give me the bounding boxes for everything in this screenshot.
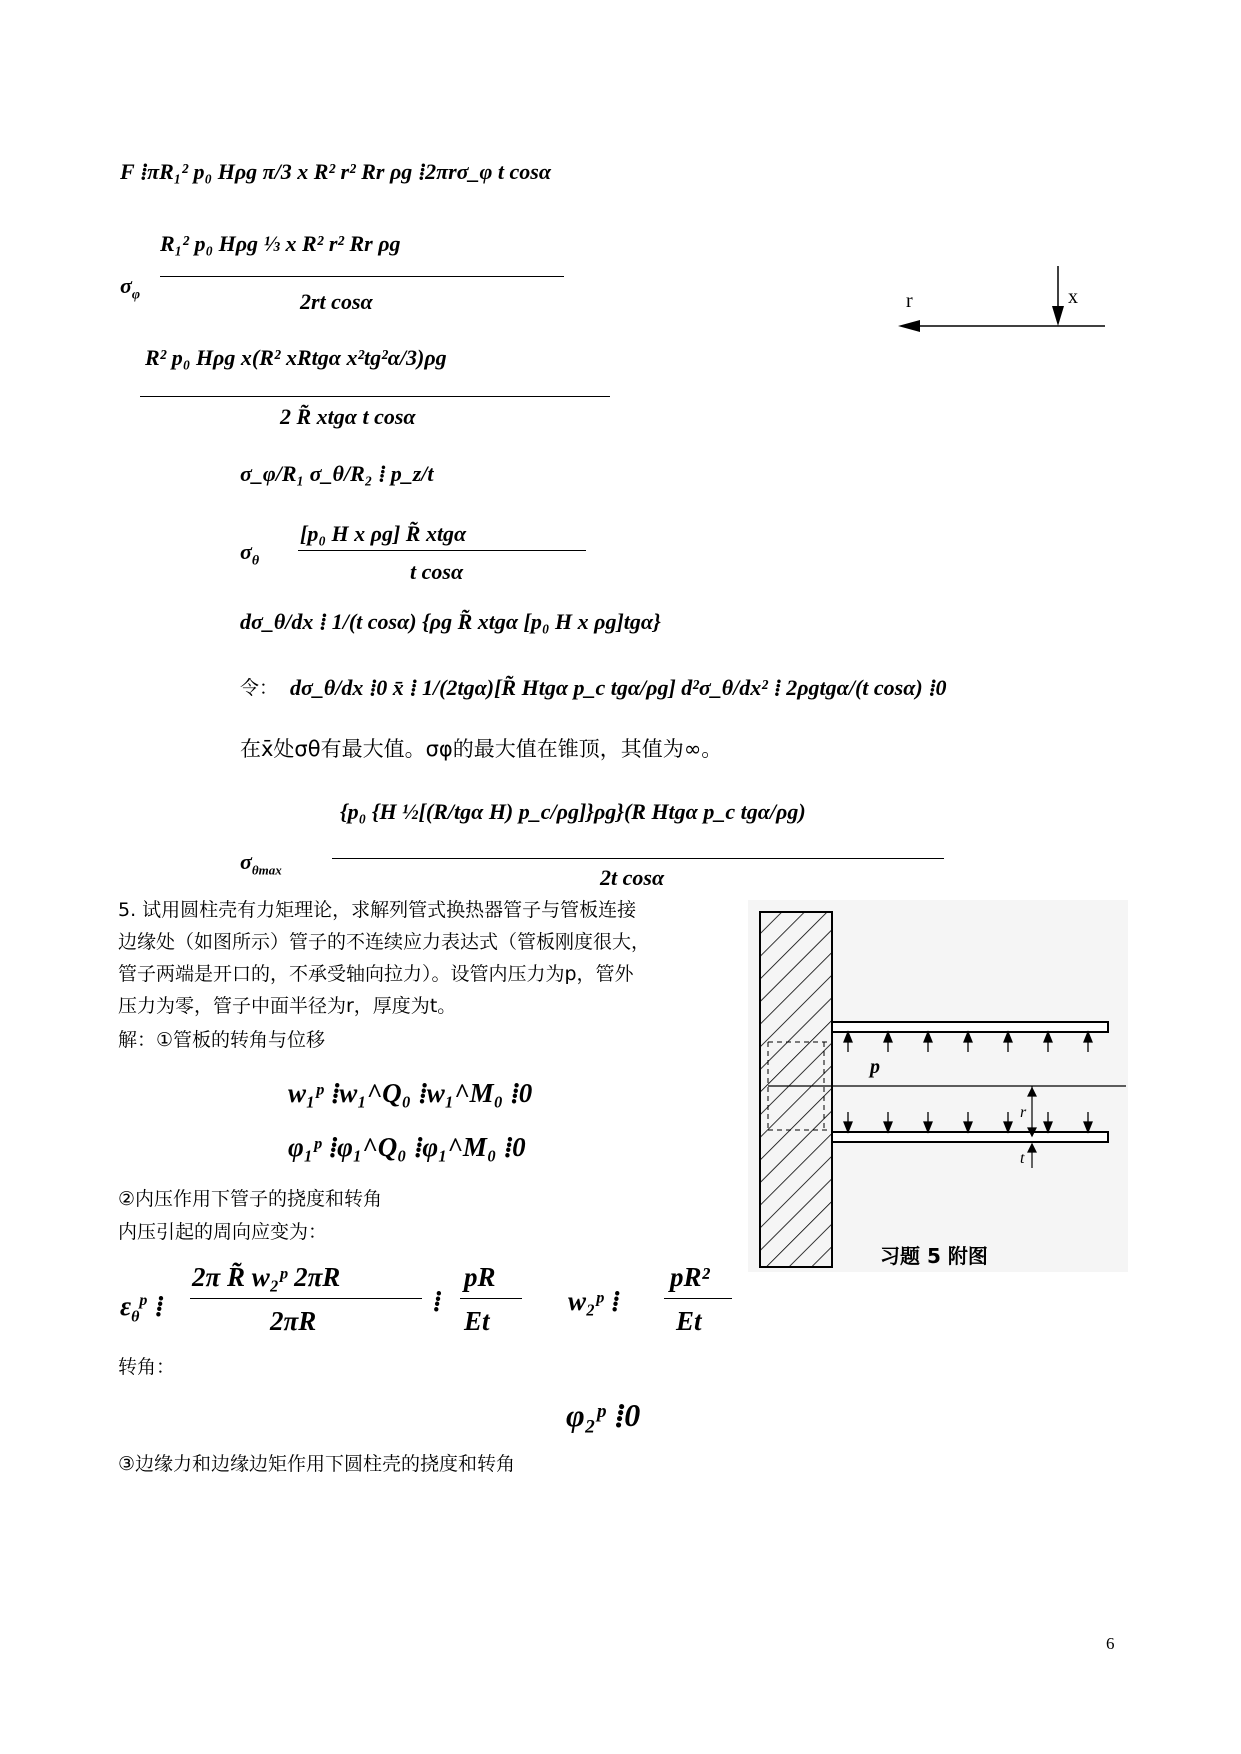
page-number: 6 — [1106, 1634, 1115, 1653]
fraction-bar — [460, 1298, 522, 1299]
equation-phi2: φ₂ᵖ ⁞0 — [566, 1397, 641, 1433]
equation-epsilon-numerator: 2π R̃ w₂ᵖ 2πR — [192, 1262, 341, 1292]
equation-sigma-max-numerator: {p₀ {H ½[(R/tgα H) p_c/ρg]}ρg}(R Htgα p_c tgα/ρg) — [340, 799, 806, 824]
equation-epsilon-lhs: $\varepsilon_\theta^p$ ⁞ — [120, 1291, 164, 1326]
problem-line-4: 压力为零，管子中面半径为r，厚度为t。 — [118, 995, 457, 1017]
equation-sigma-max-denominator: 2t cosα — [600, 865, 665, 890]
tube-wall-top — [832, 1022, 1108, 1032]
equation-sigma-phi-lhs: $\sigma_\varphi$ — [120, 273, 141, 303]
fraction-bar — [160, 276, 564, 277]
conclusion-text: 在x̄处σθ有最大值。σφ的最大值在锥顶，其值为∞。 — [240, 737, 723, 761]
solution-step-1: 解：①管板的转角与位移 — [118, 1029, 326, 1051]
tube-wall-bottom — [832, 1132, 1108, 1142]
problem-line-2: 边缘处（如图所示）管子的不连续应力表达式（管板刚度很大， — [118, 931, 651, 953]
let-prefix: 令： — [240, 677, 279, 699]
equation-epsilon-denominator: 2πR — [270, 1306, 317, 1336]
tube-sheet — [760, 912, 832, 1267]
equation-dsigma-dx: dσ_θ/dx ⁞ 1/(t cosα) {ρg R̃ xtgα [p₀ H x ρg]tgα} — [240, 609, 661, 634]
problem-line-3: 管子两端是开口的，不承受轴向拉力）。设管内压力为p，管外 — [118, 963, 634, 985]
figure-caption: 习题 5 附图 — [880, 1244, 988, 1268]
equation-w1: w₁ᵖ ⁞w₁^Q₀ ⁞w₁^M₀ ⁞0 — [288, 1078, 533, 1108]
equation-w2-numerator: pR² — [670, 1262, 710, 1292]
equation-sigma-phi-denominator: 2rt cosα — [300, 289, 373, 314]
equation-epsilon-rhs-numerator: pR — [464, 1262, 496, 1292]
axis-diagram — [890, 260, 1120, 340]
axis-x-label: x — [1068, 286, 1078, 308]
r-axis-arrowhead — [898, 320, 920, 332]
problem-line-1: 5. 试用圆柱壳有力矩理论，求解列管式换热器管子与管板连接 — [118, 899, 637, 921]
fraction-bar — [140, 396, 610, 397]
rotation-label: 转角： — [118, 1356, 176, 1378]
equation-sigma-max-lhs: $\sigma_{\theta max}$ — [240, 849, 282, 878]
equation-sigma-phi-numerator: R₁² p₀ Hρg ⅓ x R² r² Rr ρg — [160, 231, 401, 256]
figure-label-p: p — [870, 1056, 880, 1078]
solution-step-2: ②内压作用下管子的挠度和转角 — [118, 1188, 383, 1210]
solution-step-3: ③边缘力和边缘边矩作用下圆柱壳的挠度和转角 — [118, 1453, 516, 1475]
x-axis-arrowhead — [1052, 306, 1064, 326]
fraction-bar — [190, 1298, 422, 1299]
equation-stationary-point: dσ_θ/dx ⁞0 x̄ ⁞ 1/(2tgα)[R̃ Htgα p_c tgα/ρg] d²σ_θ/dx² ⁞ 2ρgtgα/(t cosα) ⁞0 — [290, 675, 947, 700]
equation-phi1: φ₁ᵖ ⁞φ₁^Q₀ ⁞φ₁^M₀ ⁞0 — [288, 1132, 526, 1162]
solution-step-2b: 内压引起的周向应变为： — [118, 1221, 328, 1243]
equation-w2-lhs: w₂ᵖ ⁞ — [568, 1286, 620, 1316]
equation-epsilon-rhs-denominator: Et — [464, 1306, 490, 1336]
fraction-bar — [332, 858, 944, 859]
equation-sigma-phi-alt-numerator: R² p₀ Hρg x(R² xRtgα x²tg²α/3)ρg — [145, 345, 447, 370]
equals-sign: ⁞ — [432, 1286, 441, 1316]
fraction-bar — [298, 550, 586, 551]
equation-laplace: σ_φ/R₁ σ_θ/R₂ ⁞ p_z/t — [240, 461, 434, 486]
figure-label-r: r — [1020, 1104, 1027, 1121]
equation-sigma-theta-denominator: t cosα — [410, 559, 464, 584]
equation-force-balance: F ⁞πR₁² p₀ Hρg π/3 x R² r² Rr ρg ⁞2πrσ_φ t cosα — [120, 159, 552, 184]
tube-sheet-figure — [748, 900, 1128, 1272]
equation-sigma-phi-alt-denominator: 2 R̃ xtgα t cosα — [280, 404, 416, 429]
equation-sigma-theta-numerator: [p₀ H x ρg] R̃ xtgα — [300, 521, 467, 546]
figure-label-t: t — [1020, 1150, 1025, 1167]
equation-w2-denominator: Et — [676, 1306, 702, 1336]
equation-sigma-theta-lhs: $\sigma_\theta$ — [240, 539, 260, 569]
fraction-bar — [664, 1298, 732, 1299]
axis-r-label: r — [906, 290, 913, 312]
